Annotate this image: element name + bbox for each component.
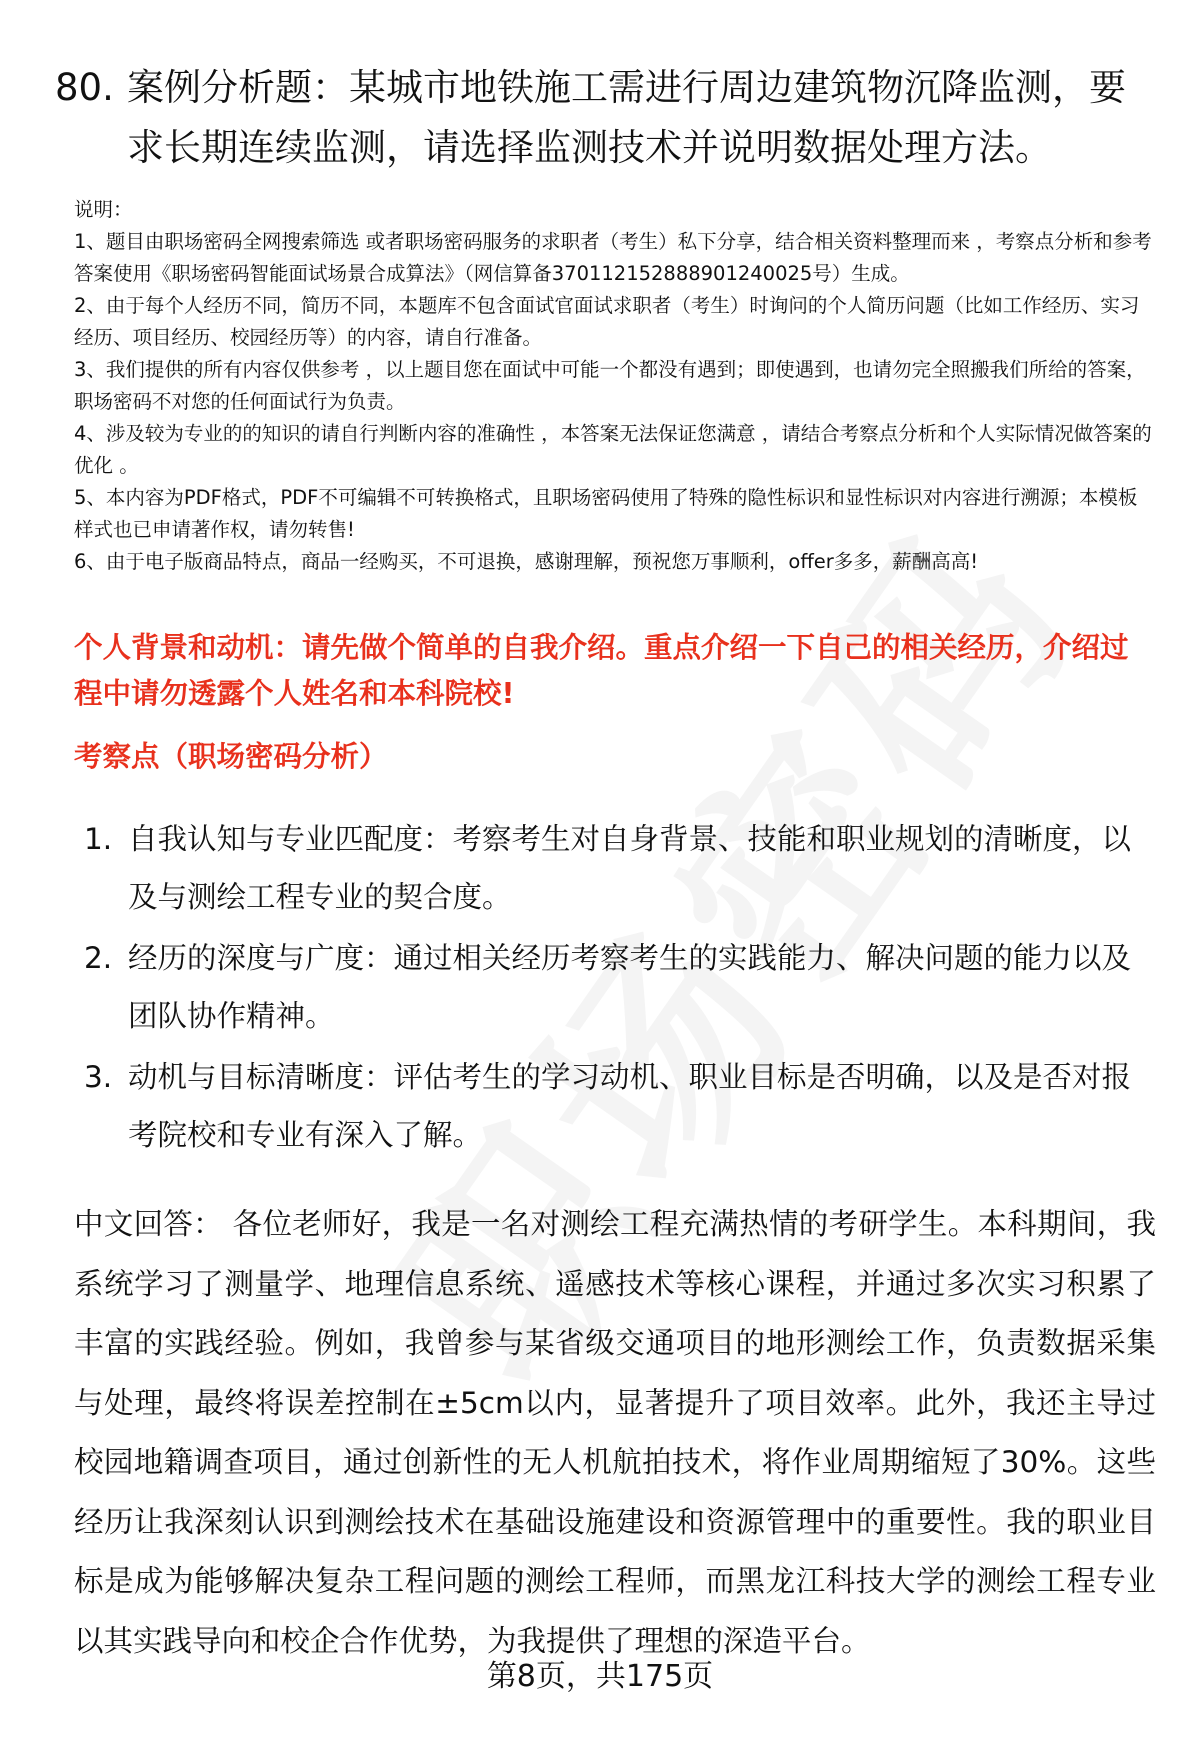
point-number: 1.: [84, 822, 113, 856]
point-text: 动机与目标清晰度：评估考生的学习动机、职业目标是否明确，以及是否对报考院校和专业有深入了解。: [128, 1060, 1132, 1152]
point-number: 3.: [84, 1060, 113, 1094]
question-number: 80.: [55, 66, 114, 109]
question: [55, 58, 1145, 178]
point-text: 自我认知与专业匹配度：考察考生对自身背景、技能和职业规划的清晰度，以及与测绘工程专业的契合度。: [128, 822, 1132, 914]
analysis-points: [84, 810, 1154, 1167]
list-item: [84, 929, 1154, 1045]
list-item: [84, 810, 1154, 926]
notes-item: 5、本内容为PDF格式，PDF不可编辑不可转换格式，且职场密码使用了特殊的隐性标识和显性标识对内容进行溯源；本模板样式也已申请著作权，请勿转售!: [74, 486, 1138, 541]
page-footer: 第8页，共175页: [486, 1659, 714, 1694]
notes-title: 说明：: [74, 198, 133, 221]
answer-paragraph: 中文回答： 各位老师好，我是一名对测绘工程充满热情的考研学生。本科期间，我系统学习了测量学、地理信息系统、遥感技术等核心课程，并通过多次实习积累了丰富的实践经验。例如，我曾参与某省级交通项目的地形测绘工作，负责数据采集与处理，最终将误差控制在±5cm以内，显著提升了项目效率。此外，我还主导过校园地籍调查项目，通过创新性的无人机航拍技术，将作业周期缩短了30%。这些经历让我深刻认识到测绘技术在基础设施建设和资源管理中的重要性。我的职业目标是成为能够解决复杂工程问题的测绘工程师，而黑龙江科技大学的测绘工程专业以其实践导向和校企合作优势，为我提供了理想的深造平台。: [74, 1207, 1156, 1658]
notes: [74, 194, 1154, 578]
point-number: 2.: [84, 941, 113, 975]
notes-item: 1、题目由职场密码全网搜索筛选 或者职场密码服务的求职者（考生）私下分享，结合相关资料整理而来 ，考察点分析和参考答案使用《职场密码智能面试场景合成算法》（网信算备370112152888901240025号）生成。: [74, 230, 1152, 285]
list-item: [84, 1048, 1154, 1164]
question-text: 案例分析题：某城市地铁施工需进行周边建筑物沉降监测，要求长期连续监测，请选择监测技术并说明数据处理方法。: [127, 66, 1126, 169]
analysis-heading: 考察点（职场密码分析）: [74, 740, 388, 773]
background-heading: 个人背景和动机：请先做个简单的自我介绍。重点介绍一下自己的相关经历，介绍过程中请勿透露个人姓名和本科院校!: [74, 631, 1129, 710]
notes-item: 2、由于每个人经历不同，简历不同，本题库不包含面试官面试求职者（考生）时询问的个人简历问题（比如工作经历、实习经历、项目经历、校园经历等）的内容，请自行准备。: [74, 294, 1140, 349]
notes-item: 6、由于电子版商品特点，商品一经购买，不可退换，感谢理解，预祝您万事顺利，offer多多，薪酬高高!: [74, 550, 979, 573]
notes-item: 4、涉及较为专业的的知识的请自行判断内容的准确性 ，本答案无法保证您满意 ，请结合考察点分析和个人实际情况做答案的优化 。: [74, 422, 1152, 477]
point-text: 经历的深度与广度：通过相关经历考察考生的实践能力、解决问题的能力以及团队协作精神。: [128, 941, 1132, 1033]
notes-item: 3、我们提供的所有内容仅供参考 ，以上题目您在面试中可能一个都没有遇到；即使遇到，也请勿完全照搬我们所给的答案，职场密码不对您的任何面试行为负责。: [74, 358, 1146, 413]
